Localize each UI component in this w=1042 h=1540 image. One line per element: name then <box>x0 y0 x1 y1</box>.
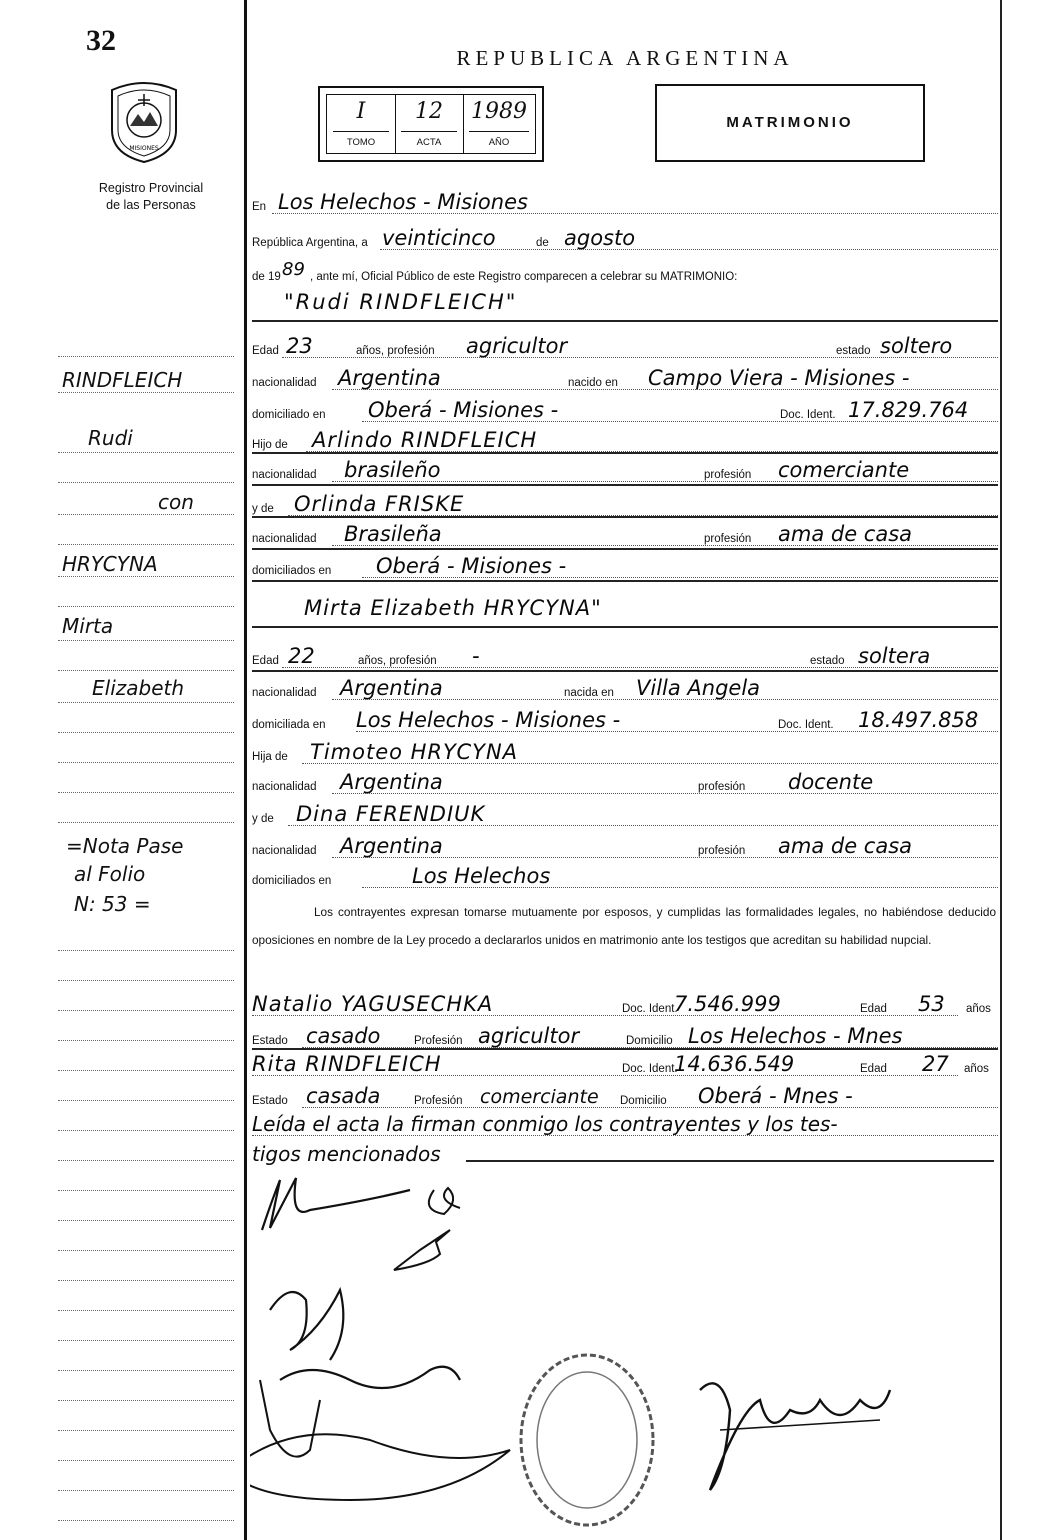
margin-note: con <box>158 490 194 514</box>
c2-madre-nac-row: nacionalidad Argentina profesión ama de casa <box>252 830 998 860</box>
c2-padre-row: Hija de Timoteo HRYCYNA <box>252 736 998 766</box>
margin-note: Elizabeth <box>92 676 185 700</box>
margin-rule <box>58 1250 234 1251</box>
margin-rule <box>58 1430 234 1431</box>
signature-2-icon <box>250 1270 530 1510</box>
section-rule <box>252 626 998 628</box>
testigo-1-row: Natalio YAGUSECHKA Doc. Ident. 7.546.999 Edad 53 años <box>252 992 991 1016</box>
margin-rule <box>58 1490 234 1491</box>
document-type-box: MATRIMONIO <box>655 84 925 162</box>
margin-rule <box>58 606 234 607</box>
c1-padres-dom-row: domiciliados en Oberá - Misiones - <box>252 550 998 580</box>
c2-edad-row: Edad 22 años, profesión - estado soltera <box>252 640 998 670</box>
margin-rule <box>58 792 234 793</box>
margin-rule <box>58 1280 234 1281</box>
testigo-1-detail-row: Estado casado Profesión agricultor Domicilio Los Helechos - Mnes <box>252 1020 998 1050</box>
margin-rule <box>58 1310 234 1311</box>
contrayente-2-name-row: Mirta Elizabeth HRYCYNA" <box>304 596 602 620</box>
official-stamp-icon <box>512 1345 662 1535</box>
contrayente-1-name-row: "Rudi RINDFLEICH" <box>284 290 518 314</box>
margin-rule <box>58 1460 234 1461</box>
c1-madre-nac-row: nacionalidad Brasileña profesión ama de casa <box>252 518 998 548</box>
margin-rule <box>58 1370 234 1371</box>
registro-provincial: Registro Provincial de las Personas <box>98 181 204 212</box>
c1-dom-row: domiciliado en Oberá - Misiones - Doc. Ident. 17.829.764 <box>252 394 998 424</box>
declaration-paragraph: Los contrayentes expresan tomarse mutuamente por esposos, y cumplidas las formalidades legales, no habiéndose deducido oposiciones en nombre de la Ley procedo a declararlos unidos en matrimonio ante los testigos que acreditan su habilidad nupcial. <box>252 905 996 947</box>
margin-rule <box>58 356 234 357</box>
c2-dom-row: domiciliada en Los Helechos - Misiones - Doc. Ident. 18.497.858 <box>252 704 998 734</box>
section-rule <box>252 580 998 582</box>
margin-rule <box>58 822 234 823</box>
margin-rule <box>58 640 234 641</box>
margin-rule <box>58 1100 234 1101</box>
margin-rule <box>58 950 234 951</box>
margin-rule <box>58 702 234 703</box>
margin-rule <box>58 1520 234 1521</box>
section-rule <box>252 484 998 486</box>
c1-padre-nac-row: nacionalidad brasileño profesión comerciante <box>252 454 998 484</box>
margin-rule <box>58 670 234 671</box>
c1-nac-row: nacionalidad Argentina nacido en Campo Viera - Misiones - <box>252 362 998 392</box>
svg-text:MISIONES: MISIONES <box>129 145 159 152</box>
margin-rule <box>58 1220 234 1221</box>
margin-rule <box>58 762 234 763</box>
margin-divider <box>244 0 247 1540</box>
tomo-acta-anio-box <box>318 86 544 162</box>
section-rule <box>252 320 998 322</box>
margin-rule <box>58 544 234 545</box>
acta-cell: 12 ACTA <box>395 95 464 153</box>
margin-note: N: 53 = <box>74 892 151 916</box>
margin-note: RINDFLEICH <box>62 368 183 392</box>
margin-rule <box>58 1010 234 1011</box>
c2-nac-row: nacionalidad Argentina nacida en Villa Angela <box>252 672 998 702</box>
year-row: de 19 89 , ante mí, Oficial Público de este Registro comparecen a celebrar su MATRIMONIO: <box>252 259 738 283</box>
c1-padre-row: Hijo de Arlindo RINDFLEICH <box>252 424 998 454</box>
closing-row-1: Leída el acta la firman conmigo los contrayentes y los tes- <box>252 1108 998 1138</box>
margin-note: al Folio <box>74 862 146 886</box>
closing-row-2: tigos mencionados <box>252 1138 998 1168</box>
anio-cell: 1989 AÑO <box>471 99 527 148</box>
margin-rule <box>58 1160 234 1161</box>
margin-note: Mirta <box>62 614 114 638</box>
margin-rule <box>58 1040 234 1041</box>
lugar-value: Los Helechos - Misiones <box>278 190 528 214</box>
page-right-edge <box>1000 0 1002 1540</box>
c2-padres-dom-row: domiciliados en Los Helechos <box>252 860 998 890</box>
margin-rule <box>58 1400 234 1401</box>
page-number: 32 <box>86 24 116 57</box>
testigo-2-row: Rita RINDFLEICH Doc. Ident. 14.636.549 Edad 27 años <box>252 1052 989 1076</box>
lugar-row: En Los Helechos - Misiones <box>252 186 998 216</box>
margin-note: =Nota Pase <box>66 834 184 858</box>
margin-rule <box>58 1190 234 1191</box>
signature-1-icon <box>250 1170 490 1280</box>
c2-madre-row: y de Dina FERENDIUK <box>252 798 998 828</box>
official-signature-icon <box>680 1350 910 1500</box>
margin-rule <box>58 514 234 515</box>
margin-rule <box>58 392 234 393</box>
margin-rule <box>58 732 234 733</box>
c2-padre-nac-row: nacionalidad Argentina profesión docente <box>252 766 998 796</box>
margin-note: HRYCYNA <box>62 552 158 576</box>
country-title: REPUBLICA ARGENTINA <box>456 46 794 70</box>
fecha-row: República Argentina, a veinticinco de agosto <box>252 222 998 252</box>
c1-edad-row: Edad 23 años, profesión agricultor estado soltero <box>252 330 998 360</box>
margin-rule <box>58 980 234 981</box>
margin-rule <box>58 1340 234 1341</box>
tomo-cell: I TOMO <box>327 95 396 153</box>
margin-rule <box>58 576 234 577</box>
margin-note: Rudi <box>88 426 133 450</box>
provincial-seal-icon <box>104 80 184 164</box>
margin-rule <box>58 482 234 483</box>
margin-rule <box>58 1070 234 1071</box>
c1-madre-row: y de Orlinda FRISKE <box>252 488 998 518</box>
margin-rule <box>58 452 234 453</box>
testigo-2-detail-row: Estado casada Profesión comerciante Domicilio Oberá - Mnes - <box>252 1080 998 1110</box>
margin-rule <box>58 1130 234 1131</box>
